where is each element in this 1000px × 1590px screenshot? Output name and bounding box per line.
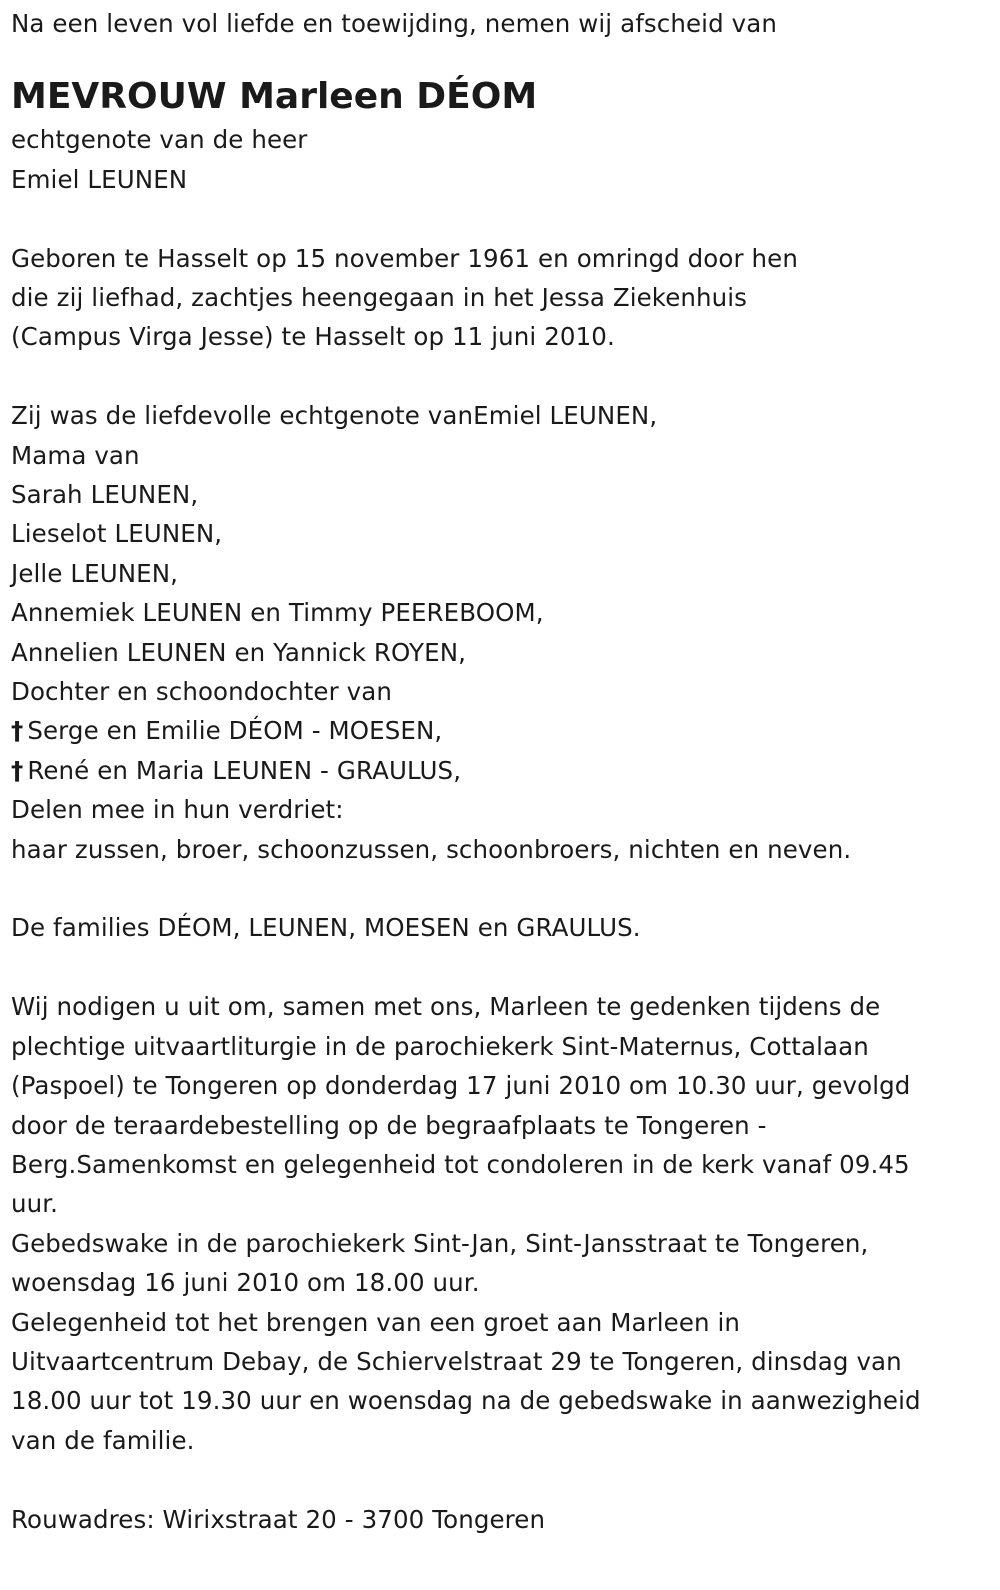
families-line: De families DÉOM, LEUNEN, MOESEN en GRAULUS.	[11, 913, 641, 943]
spacer	[11, 1460, 1000, 1499]
share-grief-label: Delen mee in hun verdriet:	[11, 795, 344, 825]
spacer	[11, 948, 1000, 987]
ceremony-line: (Paspoel) te Tongeren op donderdag 17 juni 2010 om 10.30 uur, gevolgd	[11, 1071, 911, 1101]
ceremony-line: Berg.Samenkomst en gelegenheid tot condoleren in de kerk vanaf 09.45	[11, 1149, 910, 1179]
mama-van-label: Mama van	[11, 440, 140, 470]
ceremony-line: plechtige uitvaartliturgie in de parochiekerk Sint-Maternus, Cottalaan	[11, 1031, 869, 1061]
parent-names: Serge en Emilie DÉOM - MOESEN,	[27, 716, 443, 746]
child-name: Jelle LEUNEN,	[11, 558, 179, 588]
spacer	[11, 869, 1000, 908]
parent-line	[11, 711, 1000, 750]
spouse-line: echtgenote van de heer	[11, 125, 308, 155]
ceremony-line: van de familie.	[11, 1425, 195, 1455]
spacer	[11, 199, 1000, 238]
ceremony-line: 18.00 uur tot 19.30 uur en woensdag na de gebedswake in aanwezigheid	[11, 1386, 921, 1416]
parent-names: René en Maria LEUNEN - GRAULUS,	[27, 755, 462, 785]
intro-text: Na een leven vol liefde en toewijding, nemen wij afscheid van	[11, 9, 777, 38]
cross-icon: †	[11, 716, 24, 746]
parent-line	[11, 751, 1000, 790]
birth-line: die zij liefhad, zachtjes heengegaan in het Jessa Ziekenhuis	[11, 283, 748, 313]
ceremony-line: Gebedswake in de parochiekerk Sint-Jan, Sint-Jansstraat te Tongeren,	[11, 1228, 869, 1258]
birth-line: Geboren te Hasselt op 15 november 1961 en omringd door hen	[11, 243, 798, 273]
spacer	[11, 357, 1000, 396]
daughter-of-label: Dochter en schoondochter van	[11, 677, 392, 707]
mourning-address: Rouwadres: Wirixstraat 20 - 3700 Tongeren	[11, 1504, 546, 1534]
ceremony-line: woensdag 16 juni 2010 om 18.00 uur.	[11, 1268, 480, 1298]
birth-line: (Campus Virga Jesse) te Hasselt op 11 juni 2010.	[11, 322, 615, 352]
relatives-line: haar zussen, broer, schoonzussen, schoonbroers, nichten en neven.	[11, 834, 852, 864]
spouse-name: Emiel LEUNEN	[11, 164, 188, 194]
child-name: Annemiek LEUNEN en Timmy PEEREBOOM,	[11, 598, 544, 628]
ceremony-line: Gelegenheid tot het brengen van een groet aan Marleen in	[11, 1307, 741, 1337]
family-spouse-line: Zij was de liefdevolle echtgenote vanEmiel LEUNEN,	[11, 401, 658, 431]
ceremony-line: Wij nodigen u uit om, samen met ons, Marleen te gedenken tijdens de	[11, 992, 881, 1022]
ceremony-line: door de teraardebestelling op de begraafplaats te Tongeren -	[11, 1110, 767, 1140]
deceased-name: MEVROUW Marleen DÉOM	[11, 76, 538, 118]
child-name: Annelien LEUNEN en Yannick ROYEN,	[11, 637, 467, 667]
ceremony-line: uur.	[11, 1189, 59, 1219]
child-name: Sarah LEUNEN,	[11, 480, 199, 510]
cross-icon: †	[11, 755, 24, 785]
child-name: Lieselot LEUNEN,	[11, 519, 223, 549]
ceremony-line: Uitvaartcentrum Debay, de Schiervelstraat 29 te Tongeren, dinsdag van	[11, 1346, 902, 1376]
